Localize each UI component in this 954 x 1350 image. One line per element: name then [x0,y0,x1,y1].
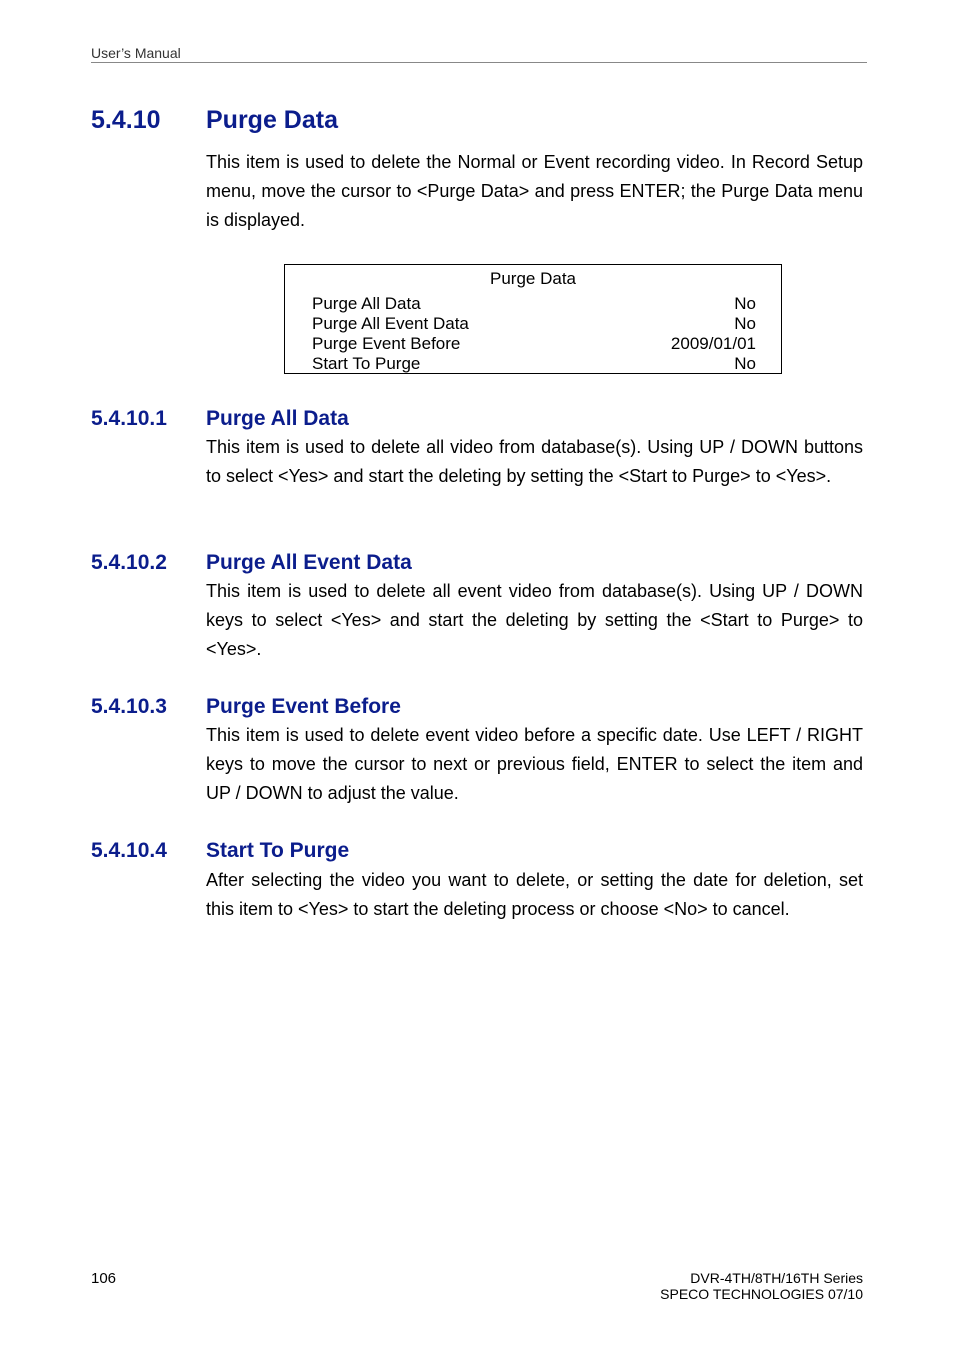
section-number: 5.4.10 [91,106,161,134]
section-title: Purge Data [206,106,338,134]
subsection-number: 5.4.10.3 [91,695,167,718]
subsection-number: 5.4.10.1 [91,407,167,430]
menu-row-value: No [734,354,756,373]
subsection-number: 5.4.10.4 [91,839,167,862]
menu-row-purge-all-event-data [312,314,756,334]
menu-row-label: Purge All Event Data [312,314,469,333]
subsection-title: Purge Event Before [206,695,401,718]
menu-row-value: No [734,314,756,333]
subsection-title: Purge All Data [206,407,349,430]
header-divider [91,62,867,63]
running-header: User’s Manual [91,45,181,61]
menu-title: Purge Data [490,269,576,288]
menu-row-value: No [734,294,756,313]
subsection-title: Purge All Event Data [206,551,412,574]
section-body: This item is used to delete the Normal or Event recording video. In Record Setup menu, move the cursor to <Purge Data> and press ENTER; the Purge Data menu is displayed. [206,152,863,230]
menu-row-purge-event-before [312,334,756,354]
purge-data-menu [284,264,782,374]
subsection-body: This item is used to delete event video before a specific date. Use LEFT / RIGHT keys to move the cursor to next or previous field, ENTER to select the item and UP / DOWN to adjust the value. [206,725,863,803]
menu-row-label: Purge All Data [312,294,421,313]
footer-info [660,1270,863,1302]
footer-series: DVR-4TH/8TH/16TH Series [690,1270,863,1286]
page-number: 106 [91,1270,117,1287]
menu-row-label: Start To Purge [312,354,421,373]
subsection-body: After selecting the video you want to delete, or setting the date for deletion, set this item to <Yes> to start the deleting process or choose <No> to cancel. [206,870,863,919]
menu-row-start-to-purge [312,354,756,374]
menu-row-purge-all-data [312,294,756,314]
menu-row-label: Purge Event Before [312,334,461,353]
subsection-title: Start To Purge [206,839,350,862]
subsection-number: 5.4.10.2 [91,551,167,574]
footer-company: SPECO TECHNOLOGIES 07/10 [660,1286,863,1302]
menu-row-value: 2009/01/01 [670,334,756,353]
subsection-body: This item is used to delete all video from database(s). Using UP / DOWN buttons to select <Yes> and start the deleting by setting the <Start to Purge> to <Yes>. [206,437,863,486]
subsection-body: This item is used to delete all event video from database(s). Using UP / DOWN keys to select <Yes> and start the deleting by setting the <Start to Purge> to <Yes>. [206,581,863,659]
